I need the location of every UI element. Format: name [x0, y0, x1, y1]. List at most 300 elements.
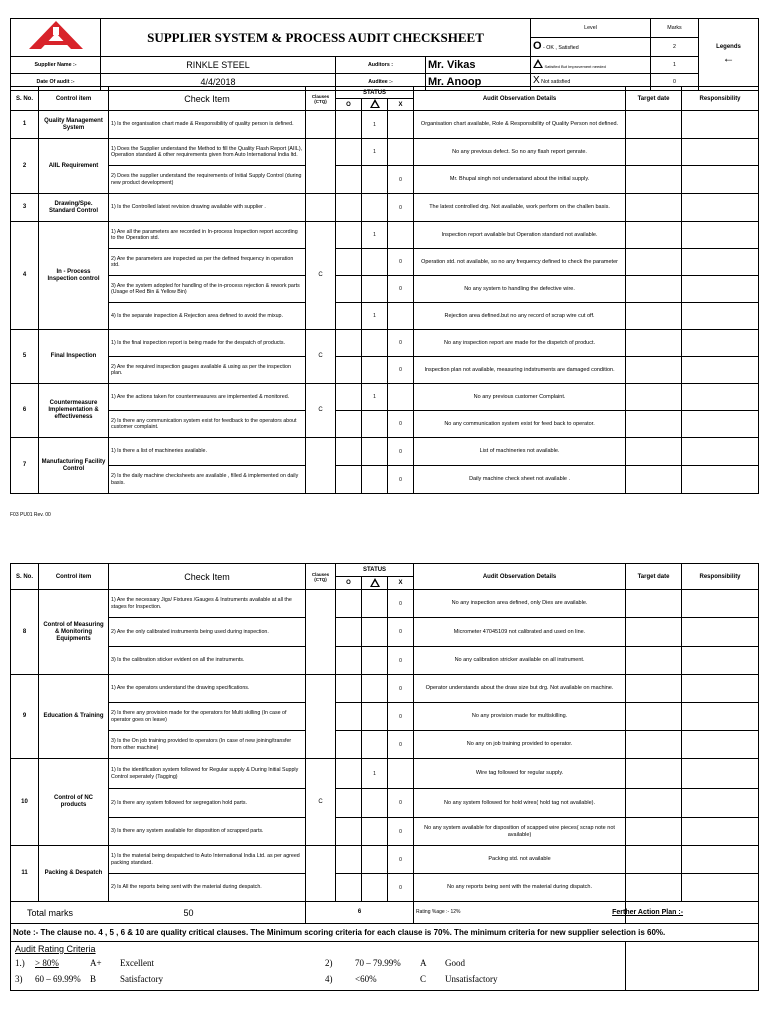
criteria-range: <60%	[355, 974, 377, 984]
criteria-grade: A	[420, 958, 427, 968]
check-item: 2) Is the daily machine checksheets are available , filled & implemented on daily basis.	[109, 466, 306, 494]
observation: No any communication system exist for feed back to operator.	[414, 411, 626, 438]
status-x[interactable]	[388, 759, 414, 789]
criteria-num: 3)	[15, 974, 23, 984]
responsibility[interactable]	[682, 139, 759, 166]
logo-icon	[25, 19, 87, 51]
responsibility[interactable]	[682, 411, 759, 438]
target-date[interactable]	[626, 703, 682, 731]
marks-not: 0	[651, 74, 699, 91]
status-o[interactable]	[336, 703, 362, 731]
col-sno: S. No.	[11, 564, 39, 590]
responsibility[interactable]	[682, 647, 759, 675]
ctq-clause	[306, 194, 336, 222]
col-clauses: Clauses (CTQ)	[306, 87, 336, 111]
col-sno: S. No.	[11, 87, 39, 111]
marks-header: Marks	[651, 19, 699, 38]
observation: No any calibration stricker available on all instrument.	[414, 647, 626, 675]
status-x[interactable]: 0	[388, 703, 414, 731]
status-tri[interactable]	[362, 411, 388, 438]
status-x[interactable]: 0	[388, 330, 414, 357]
responsibility[interactable]	[682, 357, 759, 384]
status-tri[interactable]	[362, 166, 388, 194]
legends-label: Legends	[716, 44, 741, 50]
status-tri[interactable]: 1	[362, 303, 388, 330]
target-date[interactable]	[626, 438, 682, 466]
table-row	[11, 194, 759, 222]
col-control: Control item	[39, 564, 109, 590]
table-row	[11, 438, 759, 466]
observation: No any inspection report are made for the dispetch of product.	[414, 330, 626, 357]
table-row	[11, 249, 759, 276]
audit-table-page1	[0, 86, 768, 494]
ctq-clause: C	[306, 759, 336, 846]
observation: Micrometer 47045109 not calibrated and used on line.	[414, 618, 626, 647]
status-x[interactable]: 0	[388, 276, 414, 303]
status-o[interactable]	[336, 647, 362, 675]
table-row	[11, 411, 759, 438]
criteria-row-2	[15, 974, 621, 988]
control-item: In - Process Inspection control	[39, 222, 109, 330]
table-row	[11, 276, 759, 303]
status-tri[interactable]	[362, 789, 388, 818]
target-date[interactable]	[626, 590, 682, 618]
status-tri[interactable]	[362, 276, 388, 303]
ctq-clause	[306, 590, 336, 675]
criteria-num: 1.)	[15, 958, 25, 968]
signature-cell	[626, 942, 759, 991]
status-o[interactable]	[336, 618, 362, 647]
auditee-value[interactable]: Mr. Anoop	[426, 74, 531, 91]
status-x[interactable]: 0	[388, 438, 414, 466]
status-o[interactable]	[336, 759, 362, 789]
check-item: 1) Is there a list of machineries available.	[109, 438, 306, 466]
responsibility[interactable]	[682, 590, 759, 618]
status-o[interactable]	[336, 249, 362, 276]
arrow-left-icon: ←	[722, 51, 735, 65]
check-item: 2) Is there any system followed for segregation hold parts.	[109, 789, 306, 818]
status-o[interactable]	[336, 222, 362, 249]
target-date[interactable]	[626, 675, 682, 703]
status-o[interactable]	[336, 411, 362, 438]
triangle-icon	[533, 59, 543, 68]
level-header: Level	[531, 19, 651, 38]
table-row	[11, 330, 759, 357]
total-label: Total marks	[27, 907, 74, 918]
observation: Inspection plan not available, measuring indstruments are damaged condition.	[414, 357, 626, 384]
check-item: 3) Is the calibration sticker evident on all the instruments.	[109, 647, 306, 675]
check-item: 2) Is there any communication system exist for feedback to the operators about customer complaint.	[109, 411, 306, 438]
responsibility[interactable]	[682, 703, 759, 731]
target-date[interactable]	[626, 846, 682, 874]
ctq-clause	[306, 675, 336, 759]
col-target: Target date	[626, 87, 682, 111]
check-item: 1) Are the necessary Jigs/ Fixtures /Gauges & Instruments available at all the stages for Inspection.	[109, 590, 306, 618]
table-row	[11, 846, 759, 874]
status-tri[interactable]	[362, 675, 388, 703]
observation: Packing std. not available	[414, 846, 626, 874]
responsibility[interactable]	[682, 222, 759, 249]
target-date[interactable]	[626, 330, 682, 357]
target-date[interactable]	[626, 731, 682, 759]
status-o[interactable]	[336, 194, 362, 222]
responsibility[interactable]	[682, 111, 759, 139]
status-o[interactable]	[336, 357, 362, 384]
status-tri[interactable]: 1	[362, 222, 388, 249]
target-date[interactable]	[626, 194, 682, 222]
target-date[interactable]	[626, 139, 682, 166]
control-item: Control of Measuring & Monitoring Equipments	[39, 590, 109, 675]
check-item: 1) Are the operators understand the drawing specifications.	[109, 675, 306, 703]
rating-cell	[414, 902, 684, 924]
row-number: 3	[11, 194, 39, 222]
control-item: Drawing/Spe. Standard Control	[39, 194, 109, 222]
ctq-clause: C	[306, 330, 336, 384]
observation: No any previous customer Complaint.	[414, 384, 626, 411]
criteria-label: Unsatisfactory	[445, 974, 498, 984]
status-x[interactable]: 0	[388, 731, 414, 759]
col-target: Target date	[626, 564, 682, 590]
control-item: Control of NC products	[39, 759, 109, 846]
auditors-label: Auditors :	[336, 57, 426, 74]
table-row	[11, 303, 759, 330]
total-marks	[11, 902, 306, 924]
check-item: 1) Does the Supplier understand the Method to fill the Quality Flash Report (AIIL), Operation standard & other requirements given from Auto International India ltd.	[109, 139, 306, 166]
check-item: 2) Are the required inspection gauges available & using as per the inspection plan.	[109, 357, 306, 384]
target-date[interactable]	[626, 759, 682, 789]
target-date[interactable]	[626, 874, 682, 902]
marks-improve: 1	[651, 57, 699, 74]
status-x[interactable]: 0	[388, 166, 414, 194]
target-date[interactable]	[626, 111, 682, 139]
status-tri[interactable]: 1	[362, 139, 388, 166]
status-tri[interactable]	[362, 703, 388, 731]
row-number: 1	[11, 111, 39, 139]
status-tri[interactable]	[362, 357, 388, 384]
observation: Rejection area defined.but no any record of scrap wire cut off.	[414, 303, 626, 330]
x-symbol-icon: X	[533, 75, 540, 87]
control-item: Manufacturing Facility Control	[39, 438, 109, 494]
check-item: 1) Is the material being despatched to Auto International India Ltd. as per agreed packing standard.	[109, 846, 306, 874]
rating-criteria	[11, 942, 626, 991]
row-number: 6	[11, 384, 39, 438]
col-control: Control item	[39, 87, 109, 111]
check-item: 1) Is the organisation chart made & Responsibility of quality person is defined.	[109, 111, 306, 139]
responsibility[interactable]	[682, 249, 759, 276]
status-x[interactable]	[388, 303, 414, 330]
control-item: Quality Management System	[39, 111, 109, 139]
further-action-plan: Ferther Action Plan :-	[612, 909, 684, 916]
col-check: Check Item	[109, 87, 306, 111]
revision-code: F03 PU01 Rev. 00	[10, 512, 51, 518]
status-x[interactable]: 0	[388, 846, 414, 874]
criteria-range: 60 – 69.99%	[35, 974, 81, 984]
table-row	[11, 818, 759, 846]
table-row	[11, 675, 759, 703]
status-o[interactable]	[336, 303, 362, 330]
ctq-clause	[306, 139, 336, 194]
status-o[interactable]	[336, 789, 362, 818]
status-o[interactable]	[336, 731, 362, 759]
observation: Operator understands about the draw size but drg. Not available on machine.	[414, 675, 626, 703]
ctq-clause: C	[306, 384, 336, 438]
criteria-note: Note :- The clause no. 4 , 5 , 6 & 10 are quality critical clauses. The Minimum scoring criteria for each clause is 70%. The minimum criteria for new supplier selection is 60%.	[11, 924, 759, 942]
status-o[interactable]	[336, 466, 362, 494]
col-status-not: X	[388, 99, 414, 111]
responsibility[interactable]	[682, 194, 759, 222]
criteria-range: > 80%	[35, 958, 59, 968]
status-x[interactable]	[388, 222, 414, 249]
status-o[interactable]	[336, 590, 362, 618]
check-item: 2) Are the only calibrated instruments being used during inspection.	[109, 618, 306, 647]
status-tri[interactable]	[362, 438, 388, 466]
target-date[interactable]	[626, 818, 682, 846]
check-item: 1) Is the Controlled latest revision drawing available with supplier .	[109, 194, 306, 222]
total-value: 50	[183, 907, 194, 918]
status-o[interactable]	[336, 818, 362, 846]
control-item: Final Inspection	[39, 330, 109, 384]
status-x[interactable]: 0	[388, 675, 414, 703]
observation: No any on job training provided to operator.	[414, 731, 626, 759]
criteria-label: Excellent	[120, 958, 154, 968]
observation: Inspection report available but Operation standard not available.	[414, 222, 626, 249]
observation: Daily machine check sheet not available .	[414, 466, 626, 494]
level-improve	[531, 57, 651, 74]
target-date[interactable]	[626, 303, 682, 330]
criteria-label: Satisfactory	[120, 974, 163, 984]
observation: Operation std. not available, so no any frequency defined to check the parameter	[414, 249, 626, 276]
responsibility[interactable]	[682, 818, 759, 846]
status-x[interactable]: 0	[388, 194, 414, 222]
responsibility[interactable]	[682, 874, 759, 902]
status-tri[interactable]	[362, 874, 388, 902]
col-status-not: X	[388, 577, 414, 590]
criteria-grade: B	[90, 974, 97, 984]
triangle-icon	[370, 99, 380, 108]
level-improve-text: Satisfied But Improvement needed	[544, 64, 606, 70]
ctq-clause	[306, 111, 336, 139]
responsibility[interactable]	[682, 759, 759, 789]
row-number: 10	[11, 759, 39, 846]
status-o[interactable]	[336, 438, 362, 466]
responsibility[interactable]	[682, 731, 759, 759]
rating-percentage: Rating %age :- 12%	[416, 909, 461, 915]
col-status-ok: O	[336, 577, 362, 590]
date-value[interactable]: 4/4/2018	[101, 74, 336, 91]
col-status-improve	[362, 577, 388, 590]
auditors-value[interactable]: Mr. Vikas	[426, 57, 531, 74]
status-o[interactable]	[336, 330, 362, 357]
observation: Wire tag followed for regular supply.	[414, 759, 626, 789]
status-x[interactable]: 0	[388, 647, 414, 675]
status-x[interactable]	[388, 111, 414, 139]
status-tri[interactable]	[362, 846, 388, 874]
observation: No any system to handling the defective wire.	[414, 276, 626, 303]
row-number: 5	[11, 330, 39, 384]
status-tri[interactable]	[362, 818, 388, 846]
col-status-ok: O	[336, 99, 362, 111]
check-item: 2) Is there any provision made for the operators for Multi skilling (In case of operator goes on leave)	[109, 703, 306, 731]
status-tri[interactable]	[362, 618, 388, 647]
status-x[interactable]: 0	[388, 357, 414, 384]
target-date[interactable]	[626, 647, 682, 675]
col-responsibility: Responsibility	[682, 564, 759, 590]
level-ok-text: - OK , Satisfied	[543, 44, 579, 51]
status-x[interactable]: 0	[388, 618, 414, 647]
row-number: 9	[11, 675, 39, 759]
obtained-marks: 6	[306, 902, 414, 924]
observation: Organisation chart available, Role & Responsibility of Quality Person not defined.	[414, 111, 626, 139]
status-x[interactable]: 0	[388, 874, 414, 902]
col-status-improve	[362, 99, 388, 111]
check-item: 2) Does the supplier understand the requirements of Initial Supply Control (during new product development)	[109, 166, 306, 194]
status-o[interactable]	[336, 166, 362, 194]
status-x[interactable]	[388, 139, 414, 166]
status-x[interactable]: 0	[388, 818, 414, 846]
status-o[interactable]	[336, 846, 362, 874]
table-row	[11, 111, 759, 139]
col-clauses: Clauses (CTQ)	[306, 564, 336, 590]
responsibility[interactable]	[682, 303, 759, 330]
status-x[interactable]: 0	[388, 789, 414, 818]
responsibility[interactable]	[682, 846, 759, 874]
status-x[interactable]: 0	[388, 590, 414, 618]
status-tri[interactable]: 1	[362, 111, 388, 139]
status-tri[interactable]	[362, 194, 388, 222]
criteria-num: 4)	[325, 974, 333, 984]
responsibility[interactable]	[682, 276, 759, 303]
legends-cell	[699, 19, 759, 91]
check-item: 1) Is the final inspection report is being made for the despatch of products.	[109, 330, 306, 357]
table-row	[11, 357, 759, 384]
document-title: SUPPLIER SYSTEM & PROCESS AUDIT CHECKSHEET	[101, 19, 531, 57]
auditee-label: Auditee :-	[336, 74, 426, 91]
status-o[interactable]	[336, 675, 362, 703]
row-number: 8	[11, 590, 39, 675]
criteria-grade: A+	[90, 958, 102, 968]
target-date[interactable]	[626, 618, 682, 647]
check-item: 3) Is there any system available for disposition of scrapped parts.	[109, 818, 306, 846]
responsibility[interactable]	[682, 166, 759, 194]
status-tri[interactable]	[362, 731, 388, 759]
table-row	[11, 466, 759, 494]
table-row	[11, 759, 759, 789]
table-row	[11, 618, 759, 647]
check-item: 3) Are the system adopted for handling of the in-process rejection & rework parts (Usage of Red Bin & Yellow Bin)	[109, 276, 306, 303]
status-tri[interactable]: 1	[362, 759, 388, 789]
responsibility[interactable]	[682, 675, 759, 703]
ok-symbol-icon: O	[533, 39, 542, 52]
status-o[interactable]	[336, 111, 362, 139]
target-date[interactable]	[626, 222, 682, 249]
level-not-text: Not satisfied	[541, 79, 571, 86]
col-observation: Audit Observation Details	[414, 564, 626, 590]
ctq-clause	[306, 438, 336, 494]
observation: No any reports being sent with the material during dispatch.	[414, 874, 626, 902]
target-date[interactable]	[626, 384, 682, 411]
criteria-range: 70 – 79.99%	[355, 958, 401, 968]
status-o[interactable]	[336, 139, 362, 166]
row-number: 4	[11, 222, 39, 330]
responsibility[interactable]	[682, 466, 759, 494]
status-tri[interactable]	[362, 647, 388, 675]
status-o[interactable]	[336, 384, 362, 411]
check-item: 1) Are all the parameters are recorded in In-process Inspection report according to the Operation std.	[109, 222, 306, 249]
target-date[interactable]	[626, 789, 682, 818]
observation: No any system available for disposition of scapped wire pieces( scrap note not available)	[414, 818, 626, 846]
status-o[interactable]	[336, 874, 362, 902]
observation: No any inspection area defined, only Dies are available.	[414, 590, 626, 618]
row-number: 7	[11, 438, 39, 494]
marks-ok: 2	[651, 38, 699, 57]
status-tri[interactable]	[362, 590, 388, 618]
criteria-row-1	[15, 958, 621, 974]
criteria-title: Audit Rating Criteria	[15, 944, 96, 954]
observation: List of machineries not available.	[414, 438, 626, 466]
status-x[interactable]	[388, 384, 414, 411]
check-item: 4) Is the separate inspection & Rejection area defined to avoid the mixup.	[109, 303, 306, 330]
observation: No any system followed for hold wires( hold tag not available).	[414, 789, 626, 818]
supplier-value[interactable]: RINKLE STEEL	[101, 57, 336, 74]
supplier-label: Supplier Name :-	[11, 57, 101, 74]
status-tri[interactable]: 1	[362, 384, 388, 411]
criteria-grade: C	[420, 974, 427, 984]
table-row	[11, 647, 759, 675]
table-row	[11, 139, 759, 166]
target-date[interactable]	[626, 466, 682, 494]
ctq-clause: C	[306, 222, 336, 330]
ctq-clause	[306, 846, 336, 902]
status-tri[interactable]	[362, 330, 388, 357]
table-row	[11, 222, 759, 249]
row-number: 2	[11, 139, 39, 194]
status-x[interactable]: 0	[388, 411, 414, 438]
status-o[interactable]	[336, 276, 362, 303]
target-date[interactable]	[626, 411, 682, 438]
check-item: 2) Is All the reports being sent with the material during despatch.	[109, 874, 306, 902]
observation: No any previous defect. So no any flash report genrate.	[414, 139, 626, 166]
control-item: Countermeasure Implementation & effectiveness	[39, 384, 109, 438]
status-tri[interactable]	[362, 249, 388, 276]
target-date[interactable]	[626, 166, 682, 194]
responsibility[interactable]	[682, 789, 759, 818]
control-item: AIIL Requirement	[39, 139, 109, 194]
responsibility[interactable]	[682, 384, 759, 411]
check-item: 3) Is the On job training provided to operators (In case of new joining/transfer from other machine)	[109, 731, 306, 759]
check-item: 1) Are the actions taken for countermeasures are implemented & monitored.	[109, 384, 306, 411]
status-x[interactable]: 0	[388, 249, 414, 276]
target-date[interactable]	[626, 276, 682, 303]
target-date[interactable]	[626, 357, 682, 384]
table-row	[11, 789, 759, 818]
table-row	[11, 166, 759, 194]
col-check: Check Item	[109, 564, 306, 590]
level-ok	[531, 38, 651, 57]
table-row	[11, 703, 759, 731]
responsibility[interactable]	[682, 438, 759, 466]
target-date[interactable]	[626, 249, 682, 276]
criteria-label: Good	[445, 958, 465, 968]
status-x[interactable]: 0	[388, 466, 414, 494]
observation: No any provision made for multiskilling.	[414, 703, 626, 731]
table-row	[11, 731, 759, 759]
triangle-icon	[370, 578, 380, 587]
responsibility[interactable]	[682, 330, 759, 357]
table-row	[11, 874, 759, 902]
responsibility[interactable]	[682, 618, 759, 647]
audit-table-page2	[0, 563, 768, 991]
status-tri[interactable]	[362, 466, 388, 494]
